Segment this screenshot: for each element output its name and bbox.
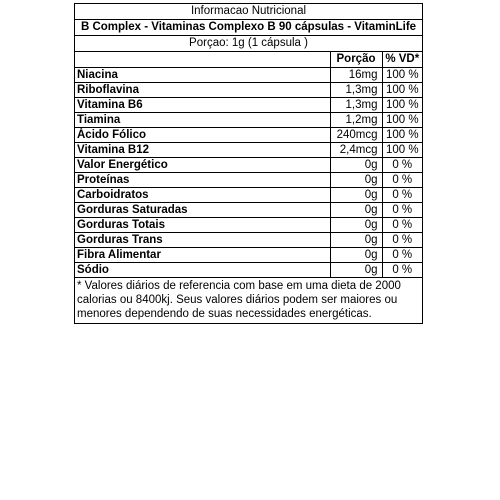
table-row bbox=[75, 113, 422, 128]
nutrient-portion: 16mg bbox=[330, 68, 382, 83]
nutrient-name: Proteínas bbox=[75, 173, 330, 188]
nutrient-portion: 1,2mg bbox=[330, 113, 382, 128]
table-row bbox=[75, 218, 422, 233]
nutrition-facts-panel bbox=[74, 3, 423, 324]
nutrient-daily-value: 0 % bbox=[382, 173, 422, 188]
nutrient-name: Gorduras Totais bbox=[75, 218, 330, 233]
nutrition-table bbox=[75, 52, 422, 278]
table-row bbox=[75, 83, 422, 98]
nutrient-name: Gorduras Trans bbox=[75, 233, 330, 248]
nutrition-title: Informacao Nutricional bbox=[75, 4, 422, 20]
column-header-nutrient bbox=[75, 52, 330, 68]
nutrient-daily-value: 0 % bbox=[382, 263, 422, 278]
nutrient-daily-value: 0 % bbox=[382, 233, 422, 248]
nutrient-portion: 0g bbox=[330, 188, 382, 203]
nutrient-name: Carboidratos bbox=[75, 188, 330, 203]
nutrient-name: Niacina bbox=[75, 68, 330, 83]
nutrient-name: Valor Energético bbox=[75, 158, 330, 173]
table-row bbox=[75, 173, 422, 188]
nutrient-daily-value: 100 % bbox=[382, 98, 422, 113]
nutrient-daily-value: 100 % bbox=[382, 143, 422, 158]
table-row bbox=[75, 233, 422, 248]
nutrient-portion: 0g bbox=[330, 263, 382, 278]
table-row bbox=[75, 158, 422, 173]
column-header-daily-value: % VD* bbox=[382, 52, 422, 68]
nutrient-name: Sódio bbox=[75, 263, 330, 278]
footnote: * Valores diários de referencia com base em uma dieta de 2000 calorias ou 8400kj. Seus valores diários podem ser maiores ou menores dependendo de suas necessidades energéticas. bbox=[77, 280, 401, 320]
nutrient-name: Fibra Alimentar bbox=[75, 248, 330, 263]
table-row bbox=[75, 143, 422, 158]
nutrient-daily-value: 0 % bbox=[382, 188, 422, 203]
nutrient-portion: 0g bbox=[330, 173, 382, 188]
table-row bbox=[75, 98, 422, 113]
nutrient-name: Vitamina B6 bbox=[75, 98, 330, 113]
table-row bbox=[75, 248, 422, 263]
table-body bbox=[75, 68, 422, 278]
table-row bbox=[75, 128, 422, 143]
nutrient-daily-value: 100 % bbox=[382, 113, 422, 128]
nutrient-portion: 0g bbox=[330, 233, 382, 248]
nutrient-daily-value: 100 % bbox=[382, 68, 422, 83]
nutrient-portion: 0g bbox=[330, 218, 382, 233]
column-header-portion: Porção bbox=[330, 52, 382, 68]
nutrient-portion: 240mcg bbox=[330, 128, 382, 143]
table-row bbox=[75, 203, 422, 218]
table-row bbox=[75, 188, 422, 203]
nutrient-portion: 1,3mg bbox=[330, 98, 382, 113]
nutrient-name: Riboflavina bbox=[75, 83, 330, 98]
nutrient-daily-value: 100 % bbox=[382, 128, 422, 143]
nutrient-portion: 1,3mg bbox=[330, 83, 382, 98]
nutrient-daily-value: 0 % bbox=[382, 248, 422, 263]
nutrient-daily-value: 0 % bbox=[382, 218, 422, 233]
nutrient-daily-value: 0 % bbox=[382, 203, 422, 218]
nutrient-name: Gorduras Saturadas bbox=[75, 203, 330, 218]
nutrient-name: Vitamina B12 bbox=[75, 143, 330, 158]
nutrient-daily-value: 100 % bbox=[382, 83, 422, 98]
serving-size: Porçao: 1g (1 cápsula ) bbox=[75, 36, 422, 52]
nutrient-name: Tiamina bbox=[75, 113, 330, 128]
nutrient-name: Ácido Fólico bbox=[75, 128, 330, 143]
nutrient-portion: 0g bbox=[330, 203, 382, 218]
table-row bbox=[75, 263, 422, 278]
nutrient-portion: 0g bbox=[330, 158, 382, 173]
table-row bbox=[75, 68, 422, 83]
nutrient-daily-value: 0 % bbox=[382, 158, 422, 173]
product-name: B Complex - Vitaminas Complexo B 90 cápsulas - VitaminLife bbox=[75, 20, 422, 36]
nutrient-portion: 2,4mcg bbox=[330, 143, 382, 158]
table-header-row bbox=[75, 52, 422, 68]
nutrient-portion: 0g bbox=[330, 248, 382, 263]
